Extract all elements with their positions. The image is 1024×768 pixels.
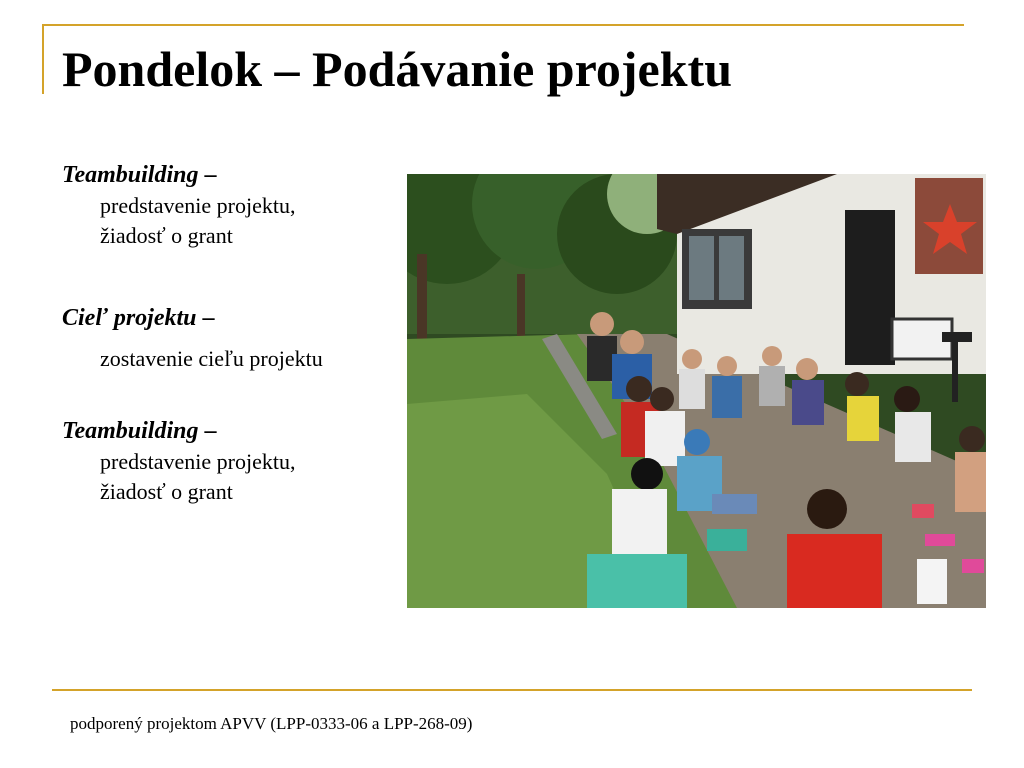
footer-text: podporený projektom APVV (LPP-0333-06 a LPP-268-09) bbox=[70, 714, 473, 733]
title-accent-bar bbox=[42, 24, 44, 94]
footer-divider bbox=[52, 689, 972, 691]
bullet-subline: predstavenie projektu, bbox=[100, 193, 296, 218]
bullet-item-ciel-projektu bbox=[62, 303, 402, 374]
bullet-list bbox=[62, 160, 402, 507]
bullet-heading: Cieľ projektu bbox=[62, 305, 197, 331]
bullet-subline: žiadosť o grant bbox=[100, 223, 233, 248]
slide-title: Pondelok – Podávanie projektu bbox=[62, 41, 732, 97]
bullet-dash: – bbox=[196, 305, 215, 331]
bullet-item-teambuilding-1 bbox=[62, 160, 402, 251]
title-accent-line bbox=[42, 24, 964, 26]
teambuilding-photo bbox=[407, 174, 986, 608]
bullet-subline: žiadosť o grant bbox=[100, 479, 233, 504]
bullet-dash: – bbox=[198, 418, 217, 444]
bullet-heading: Teambuilding bbox=[62, 162, 199, 188]
bullet-item-teambuilding-2 bbox=[62, 416, 402, 507]
bullet-heading: Teambuilding bbox=[62, 418, 199, 444]
bullet-dash: – bbox=[198, 162, 217, 188]
bullet-subline: zostavenie cieľu projektu bbox=[100, 346, 323, 371]
bullet-subline: predstavenie projektu, bbox=[100, 449, 296, 474]
